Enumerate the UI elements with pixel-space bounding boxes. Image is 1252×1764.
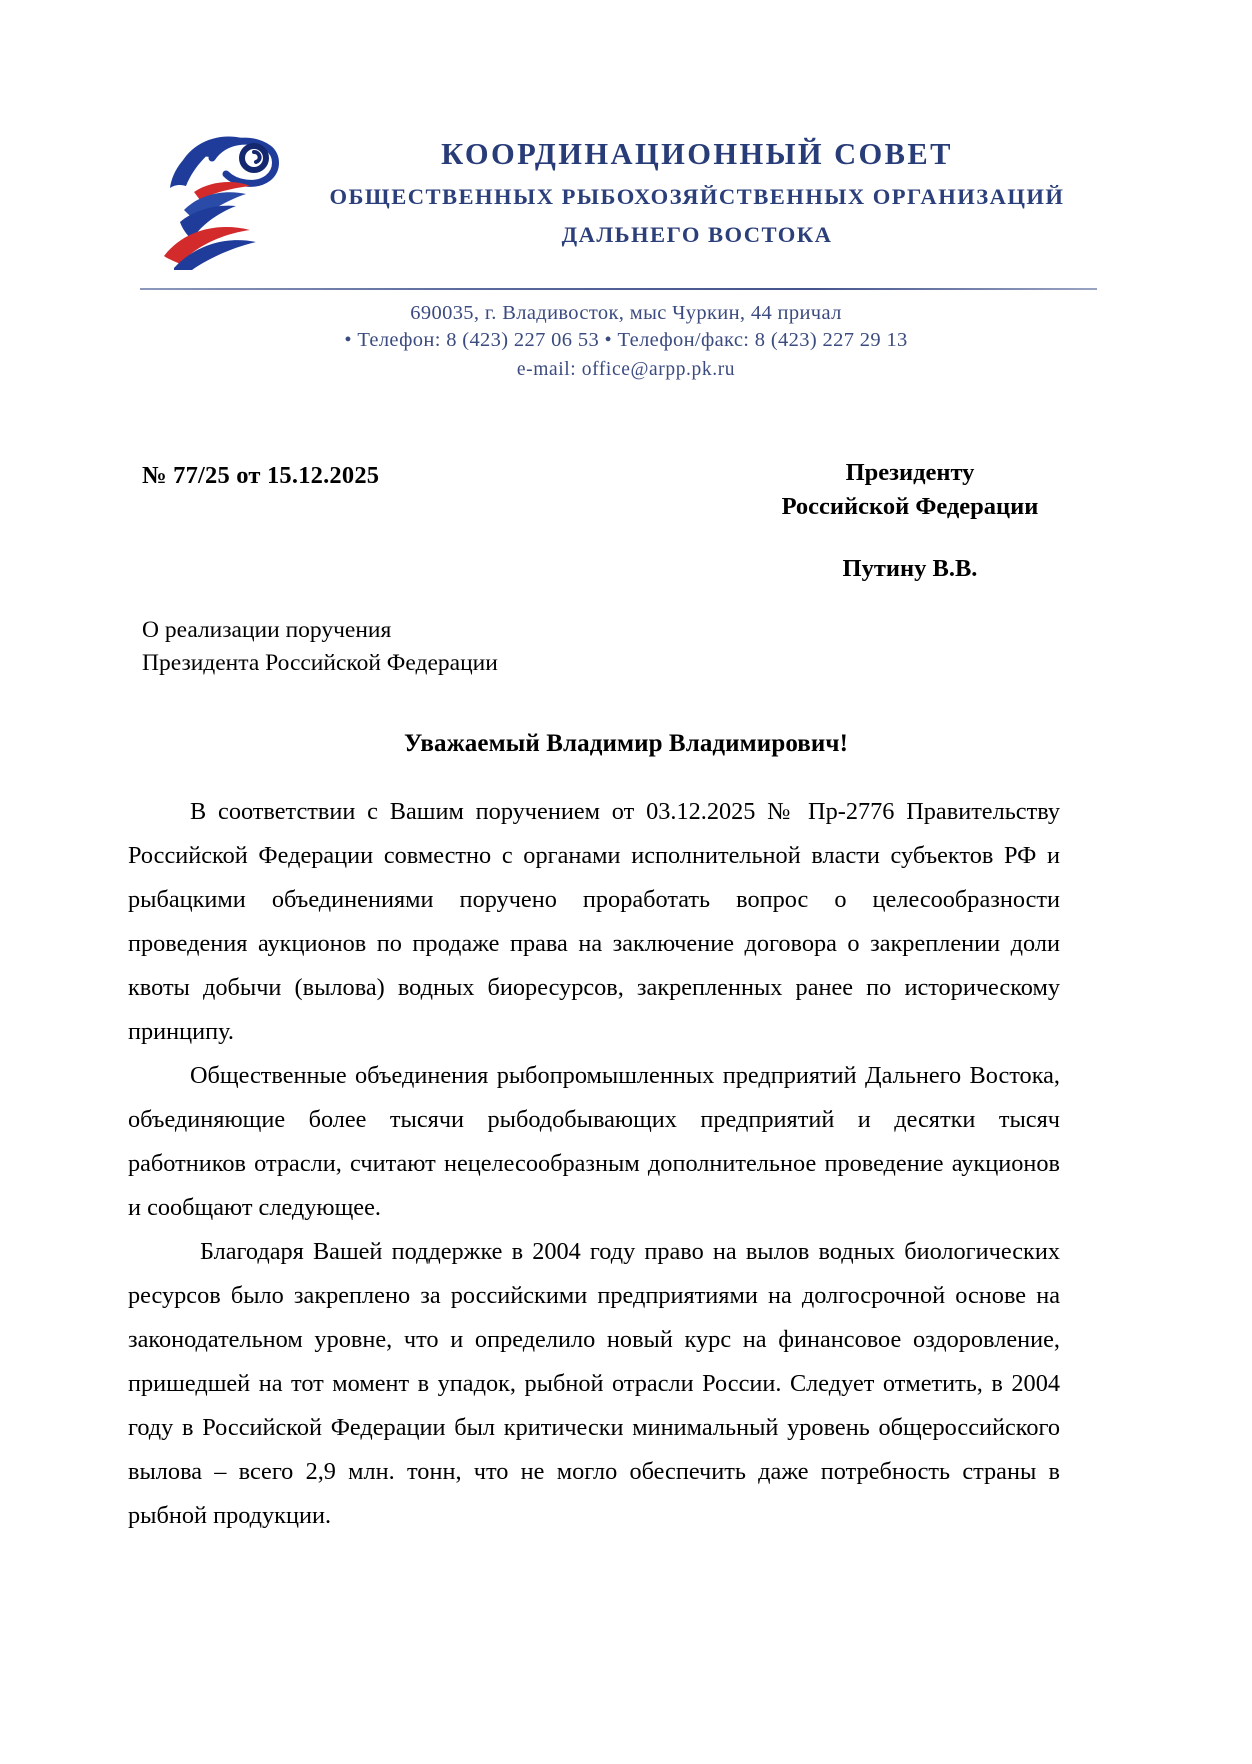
subject-block — [142, 614, 762, 681]
fish-emblem-logo — [150, 118, 282, 270]
letterhead-divider — [140, 288, 1097, 290]
organization-title-block — [302, 136, 1092, 252]
org-title-line-3: ДАЛЬНЕГО ВОСТОКА — [561, 221, 833, 247]
contact-email: e-mail: office@arpp.pk.ru — [516, 358, 736, 380]
body-paragraph-1: В соответствии с Вашим поручением от 03.12.2025 № Пр-2776 Правительству Российской Федерации совместно с органами исполнительной власти субъектов РФ и рыбацкими объединениями поручено проработать вопрос о целесообразности проведения аукционов по продаже права на заключение договора о закреплении доли квоты добычи (вылова) водных биоресурсов, закрепленных ранее по историческому принципу. — [128, 798, 1060, 1045]
reference-number: № 77/25 от 15.12.2025 — [142, 462, 380, 489]
letter-body — [128, 790, 1060, 1538]
subject-line-2: Президента Российской Федерации — [142, 650, 498, 677]
contact-address: 690035, г. Владивосток, мыс Чуркин, 44 причал — [410, 302, 842, 324]
addressee-line-1: Президенту — [845, 459, 975, 486]
addressee-block — [700, 456, 1120, 585]
contact-block — [0, 300, 1252, 382]
addressee-line-2: Российской Федерации — [781, 492, 1039, 520]
addressee-spacer — [700, 524, 1120, 552]
body-paragraph-3: Благодаря Вашей поддержке в 2004 году право на вылов водных биологических ресурсов было закреплено за российскими предприятиями на долгосрочной основе на законодательном уровне, что и определило новый курс на финансовое оздоровление, пришедшей на тот момент в упадок, рыбной отрасли России. Следует отметить, в 2004 году в Российской Федерации был критически минимальный уровень общероссийского вылова – всего 2,9 млн. тонн, что не могло обеспечить даже потребность страны в рыбной продукции. — [128, 1238, 1060, 1529]
org-title-line-2: ОБЩЕСТВЕННЫХ РЫБОХОЗЯЙСТВЕННЫХ ОРГАНИЗАЦИЙ — [329, 184, 1065, 210]
addressee-name: Путину В.В. — [842, 554, 978, 582]
subject-line-1: О реализации поручения — [142, 617, 392, 643]
contact-phones: • Телефон: 8 (423) 227 06 53 • Телефон/факс: 8 (423) 227 29 13 — [344, 329, 908, 352]
org-title-line-1: КООРДИНАЦИОННЫЙ СОВЕТ — [441, 137, 953, 172]
letterhead — [0, 118, 1252, 380]
salutation: Уважаемый Владимир Владимирович! — [403, 730, 849, 757]
letterhead-row — [0, 118, 1252, 270]
body-paragraph-2: Общественные объединения рыбопромышленных предприятий Дальнего Востока, объединяющие более тысячи рыбодобывающих предприятий и десятки тысяч работников отрасли, считают нецелесообразным дополнительное проведение аукционов и сообщают следующее. — [128, 1062, 1060, 1221]
